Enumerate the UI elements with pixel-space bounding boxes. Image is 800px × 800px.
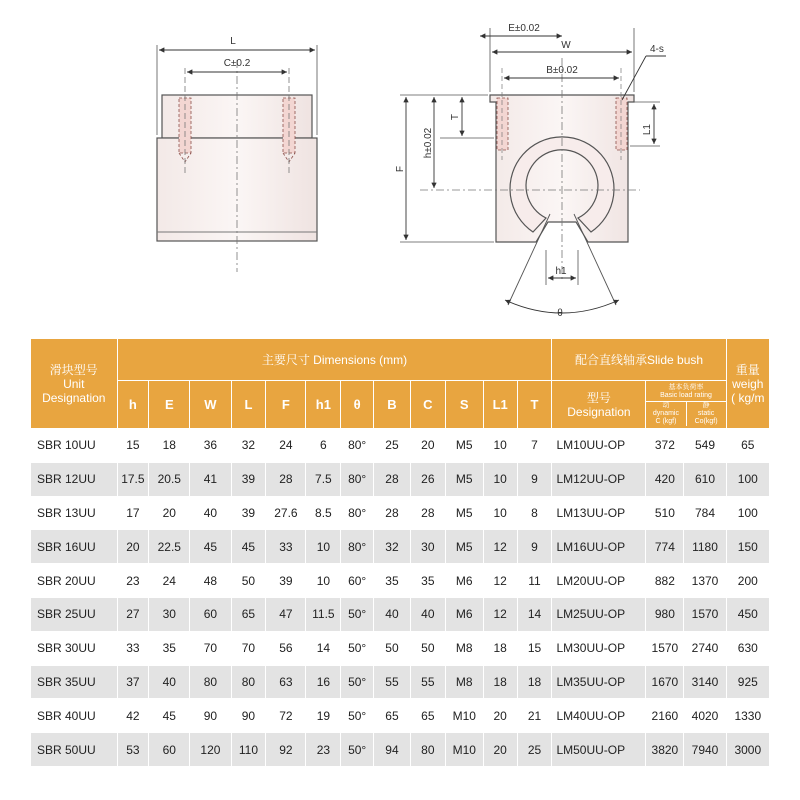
- cell-E: 20: [149, 496, 190, 530]
- cell-L: 65: [231, 597, 266, 631]
- front-view-hole-right: [616, 98, 627, 150]
- cell-C: 26: [410, 462, 445, 496]
- unit-title-en-2: Designation: [42, 390, 106, 405]
- cell-h1: 19: [306, 699, 341, 733]
- cell-weight: 65: [726, 429, 769, 463]
- cell-W: 80: [190, 665, 231, 699]
- cell-dynamic-load: 1570: [646, 631, 684, 665]
- cell-static-load: 1180: [684, 530, 726, 564]
- dimension-B-label: B±0.02: [546, 65, 578, 76]
- dynamic-en-1: dynamic: [652, 409, 679, 417]
- table-row: [31, 429, 770, 463]
- cell-B: 32: [374, 530, 411, 564]
- dim-col-L1: L1: [483, 381, 517, 429]
- table-row: [31, 564, 770, 598]
- cell-theta: 50°: [341, 699, 374, 733]
- unit-title-en-1: Unit: [63, 376, 85, 391]
- cell-bush-designation: LM50UU-OP: [552, 733, 646, 767]
- cell-B: 50: [374, 631, 411, 665]
- cell-C: 28: [410, 496, 445, 530]
- cell-h1: 10: [306, 530, 341, 564]
- cell-B: 94: [374, 733, 411, 767]
- cell-L: 90: [231, 699, 266, 733]
- cell-dynamic-load: 420: [646, 462, 684, 496]
- cell-L: 80: [231, 665, 266, 699]
- weight-title-en-1: weigh: [732, 376, 764, 391]
- cell-W: 70: [190, 631, 231, 665]
- cell-L: 32: [231, 429, 266, 463]
- cell-unit-designation: SBR 10UU: [31, 429, 118, 463]
- cell-S: M10: [445, 733, 483, 767]
- cell-h: 17: [117, 496, 149, 530]
- cell-L: 110: [231, 733, 266, 767]
- unit-title-cn: 滑块型号: [49, 362, 98, 377]
- cell-E: 22.5: [149, 530, 190, 564]
- cell-F: 24: [266, 429, 306, 463]
- cell-L1: 20: [483, 699, 517, 733]
- cell-dynamic-load: 372: [646, 429, 684, 463]
- cell-S: M10: [445, 699, 483, 733]
- cell-B: 65: [374, 699, 411, 733]
- cell-W: 45: [190, 530, 231, 564]
- cell-bush-designation: LM16UU-OP: [552, 530, 646, 564]
- cell-S: M8: [445, 631, 483, 665]
- cell-T: 14: [517, 597, 552, 631]
- cell-E: 35: [149, 631, 190, 665]
- cell-static-load: 1370: [684, 564, 726, 598]
- cell-theta: 80°: [341, 496, 374, 530]
- cell-E: 20.5: [149, 462, 190, 496]
- cell-C: 20: [410, 429, 445, 463]
- cell-bush-designation: LM25UU-OP: [552, 597, 646, 631]
- cell-C: 50: [410, 631, 445, 665]
- cell-static-load: 2740: [684, 631, 726, 665]
- dimension-theta-label: θ: [557, 308, 563, 319]
- cell-theta: 80°: [341, 530, 374, 564]
- cell-bush-designation: LM13UU-OP: [552, 496, 646, 530]
- dimension-L1-label: L1: [642, 124, 653, 136]
- cell-T: 11: [517, 564, 552, 598]
- cell-unit-designation: SBR 30UU: [31, 631, 118, 665]
- dimension-h-label: h±0.02: [423, 127, 434, 159]
- static-en-2: Co(kgf): [694, 417, 718, 425]
- cell-h: 20: [117, 530, 149, 564]
- cell-E: 40: [149, 665, 190, 699]
- cell-h: 15: [117, 429, 149, 463]
- cell-F: 47: [266, 597, 306, 631]
- cell-B: 55: [374, 665, 411, 699]
- cell-weight: 3000: [726, 733, 769, 767]
- dim-col-h1: h1: [306, 381, 341, 429]
- table-row: [31, 665, 770, 699]
- cell-dynamic-load: 3820: [646, 733, 684, 767]
- cell-h: 53: [117, 733, 149, 767]
- cell-B: 28: [374, 462, 411, 496]
- cell-h1: 8.5: [306, 496, 341, 530]
- cell-unit-designation: SBR 12UU: [31, 462, 118, 496]
- dynamic-en-2: C (kgf): [655, 417, 677, 425]
- cell-C: 55: [410, 665, 445, 699]
- cell-L: 39: [231, 462, 266, 496]
- table-row: [31, 496, 770, 530]
- dimension-4s-label: 4-s: [650, 44, 664, 55]
- dim-col-L: L: [231, 381, 266, 429]
- dim-col-S: S: [445, 381, 483, 429]
- cell-L1: 10: [483, 496, 517, 530]
- cell-theta: 80°: [341, 429, 374, 463]
- cell-F: 63: [266, 665, 306, 699]
- cell-static-load: 4020: [684, 699, 726, 733]
- cell-dynamic-load: 1670: [646, 665, 684, 699]
- cell-C: 65: [410, 699, 445, 733]
- cell-F: 72: [266, 699, 306, 733]
- dim-col-W: W: [190, 381, 231, 429]
- dimension-h1-label: h1: [555, 266, 567, 277]
- cell-h: 23: [117, 564, 149, 598]
- table-row: [31, 462, 770, 496]
- dim-col-theta: θ: [341, 381, 374, 429]
- weight-title-cn: 重量: [735, 362, 760, 377]
- cell-dynamic-load: 2160: [646, 699, 684, 733]
- cell-theta: 50°: [341, 631, 374, 665]
- cell-dynamic-load: 980: [646, 597, 684, 631]
- cell-L1: 18: [483, 631, 517, 665]
- cell-static-load: 610: [684, 462, 726, 496]
- bush-model-header: [552, 381, 646, 429]
- cell-L1: 12: [483, 530, 517, 564]
- dimension-F-label: F: [395, 165, 406, 173]
- dimension-L-label: L: [230, 36, 236, 47]
- specification-table: [30, 338, 770, 767]
- cell-h1: 16: [306, 665, 341, 699]
- dim-col-B: B: [374, 381, 411, 429]
- cell-L1: 12: [483, 564, 517, 598]
- cell-L: 50: [231, 564, 266, 598]
- cell-h1: 14: [306, 631, 341, 665]
- bush-model-cn: 型号: [586, 390, 611, 405]
- cell-unit-designation: SBR 13UU: [31, 496, 118, 530]
- cell-static-load: 1570: [684, 597, 726, 631]
- cell-F: 33: [266, 530, 306, 564]
- cell-static-load: 7940: [684, 733, 726, 767]
- cell-h1: 6: [306, 429, 341, 463]
- cell-weight: 925: [726, 665, 769, 699]
- cell-C: 40: [410, 597, 445, 631]
- cell-bush-designation: LM40UU-OP: [552, 699, 646, 733]
- cell-h1: 10: [306, 564, 341, 598]
- cell-theta: 50°: [341, 665, 374, 699]
- cell-C: 30: [410, 530, 445, 564]
- dimension-W-label: W: [561, 40, 571, 51]
- cell-T: 9: [517, 530, 552, 564]
- cell-unit-designation: SBR 50UU: [31, 733, 118, 767]
- cell-W: 40: [190, 496, 231, 530]
- cell-W: 60: [190, 597, 231, 631]
- cell-theta: 50°: [341, 733, 374, 767]
- static-en-1: static: [697, 409, 715, 417]
- cell-B: 40: [374, 597, 411, 631]
- cell-unit-designation: SBR 25UU: [31, 597, 118, 631]
- table-row: [31, 530, 770, 564]
- cell-dynamic-load: 774: [646, 530, 684, 564]
- cell-L1: 20: [483, 733, 517, 767]
- cell-W: 120: [190, 733, 231, 767]
- cell-h: 27: [117, 597, 149, 631]
- cell-F: 56: [266, 631, 306, 665]
- dim-col-C: C: [410, 381, 445, 429]
- cell-weight: 450: [726, 597, 769, 631]
- static-cn: 静: [702, 401, 710, 409]
- cell-T: 15: [517, 631, 552, 665]
- slide-bush-header: 配合直线轴承Slide bush: [552, 339, 726, 381]
- cell-h1: 23: [306, 733, 341, 767]
- cell-S: M8: [445, 665, 483, 699]
- cell-h1: 7.5: [306, 462, 341, 496]
- cell-weight: 1330: [726, 699, 769, 733]
- cell-static-load: 549: [684, 429, 726, 463]
- table-row: [31, 597, 770, 631]
- cell-C: 35: [410, 564, 445, 598]
- dim-col-E: E: [149, 381, 190, 429]
- side-view: [157, 36, 317, 272]
- cell-S: M6: [445, 564, 483, 598]
- cell-theta: 80°: [341, 462, 374, 496]
- cell-E: 24: [149, 564, 190, 598]
- cell-T: 18: [517, 665, 552, 699]
- cell-unit-designation: SBR 16UU: [31, 530, 118, 564]
- cell-L: 39: [231, 496, 266, 530]
- cell-S: M5: [445, 462, 483, 496]
- cell-weight: 100: [726, 462, 769, 496]
- cell-unit-designation: SBR 40UU: [31, 699, 118, 733]
- cell-F: 28: [266, 462, 306, 496]
- cell-theta: 50°: [341, 597, 374, 631]
- cell-T: 7: [517, 429, 552, 463]
- cell-L1: 18: [483, 665, 517, 699]
- cell-bush-designation: LM20UU-OP: [552, 564, 646, 598]
- cell-W: 90: [190, 699, 231, 733]
- cell-theta: 60°: [341, 564, 374, 598]
- cell-S: M5: [445, 496, 483, 530]
- cell-L1: 10: [483, 429, 517, 463]
- load-rating-en: Basic load rating: [660, 391, 712, 399]
- cell-W: 41: [190, 462, 231, 496]
- cell-static-load: 3140: [684, 665, 726, 699]
- cell-bush-designation: LM10UU-OP: [552, 429, 646, 463]
- cell-weight: 100: [726, 496, 769, 530]
- cell-weight: 200: [726, 564, 769, 598]
- table-row: [31, 733, 770, 767]
- cell-dynamic-load: 882: [646, 564, 684, 598]
- front-view: [395, 23, 666, 319]
- weight-title-en-2: ( kg/m: [731, 390, 765, 405]
- dynamic-cn: 动: [662, 401, 670, 409]
- cell-W: 48: [190, 564, 231, 598]
- weight-header: [726, 339, 769, 429]
- cell-B: 25: [374, 429, 411, 463]
- dim-col-F: F: [266, 381, 306, 429]
- cell-bush-designation: LM30UU-OP: [552, 631, 646, 665]
- cell-h: 42: [117, 699, 149, 733]
- cell-weight: 630: [726, 631, 769, 665]
- cell-F: 27.6: [266, 496, 306, 530]
- cell-static-load: 784: [684, 496, 726, 530]
- table-row: [31, 631, 770, 665]
- cell-F: 92: [266, 733, 306, 767]
- cell-B: 28: [374, 496, 411, 530]
- dimension-T-label: T: [450, 113, 461, 121]
- cell-S: M6: [445, 597, 483, 631]
- dim-col-h: h: [117, 381, 149, 429]
- dimension-C-label: C±0.2: [223, 58, 251, 69]
- cell-L: 45: [231, 530, 266, 564]
- cell-C: 80: [410, 733, 445, 767]
- load-rating-header: [646, 381, 726, 429]
- cell-bush-designation: LM12UU-OP: [552, 462, 646, 496]
- cell-E: 45: [149, 699, 190, 733]
- front-view-hole-left: [497, 98, 508, 150]
- cell-L1: 10: [483, 462, 517, 496]
- cell-unit-designation: SBR 20UU: [31, 564, 118, 598]
- technical-drawing: [0, 0, 800, 330]
- cell-h: 37: [117, 665, 149, 699]
- cell-h1: 11.5: [306, 597, 341, 631]
- cell-S: M5: [445, 530, 483, 564]
- table-row: [31, 699, 770, 733]
- cell-h: 17.5: [117, 462, 149, 496]
- cell-T: 21: [517, 699, 552, 733]
- cell-T: 9: [517, 462, 552, 496]
- cell-L1: 12: [483, 597, 517, 631]
- cell-unit-designation: SBR 35UU: [31, 665, 118, 699]
- bush-model-en: Designation: [567, 404, 631, 419]
- cell-h: 33: [117, 631, 149, 665]
- cell-F: 39: [266, 564, 306, 598]
- cell-W: 36: [190, 429, 231, 463]
- cell-B: 35: [374, 564, 411, 598]
- cell-E: 30: [149, 597, 190, 631]
- cell-T: 8: [517, 496, 552, 530]
- specification-table-body: [31, 429, 770, 767]
- dimension-E-label: E±0.02: [508, 23, 540, 34]
- dim-col-T: T: [517, 381, 552, 429]
- load-rating-cn: 基本负荷率: [668, 383, 704, 391]
- cell-dynamic-load: 510: [646, 496, 684, 530]
- cell-S: M5: [445, 429, 483, 463]
- cell-E: 18: [149, 429, 190, 463]
- cell-E: 60: [149, 733, 190, 767]
- unit-designation-header: [31, 339, 118, 429]
- cell-weight: 150: [726, 530, 769, 564]
- cell-bush-designation: LM35UU-OP: [552, 665, 646, 699]
- cell-T: 25: [517, 733, 552, 767]
- cell-L: 70: [231, 631, 266, 665]
- dimensions-header: 主要尺寸 Dimensions (mm): [117, 339, 552, 381]
